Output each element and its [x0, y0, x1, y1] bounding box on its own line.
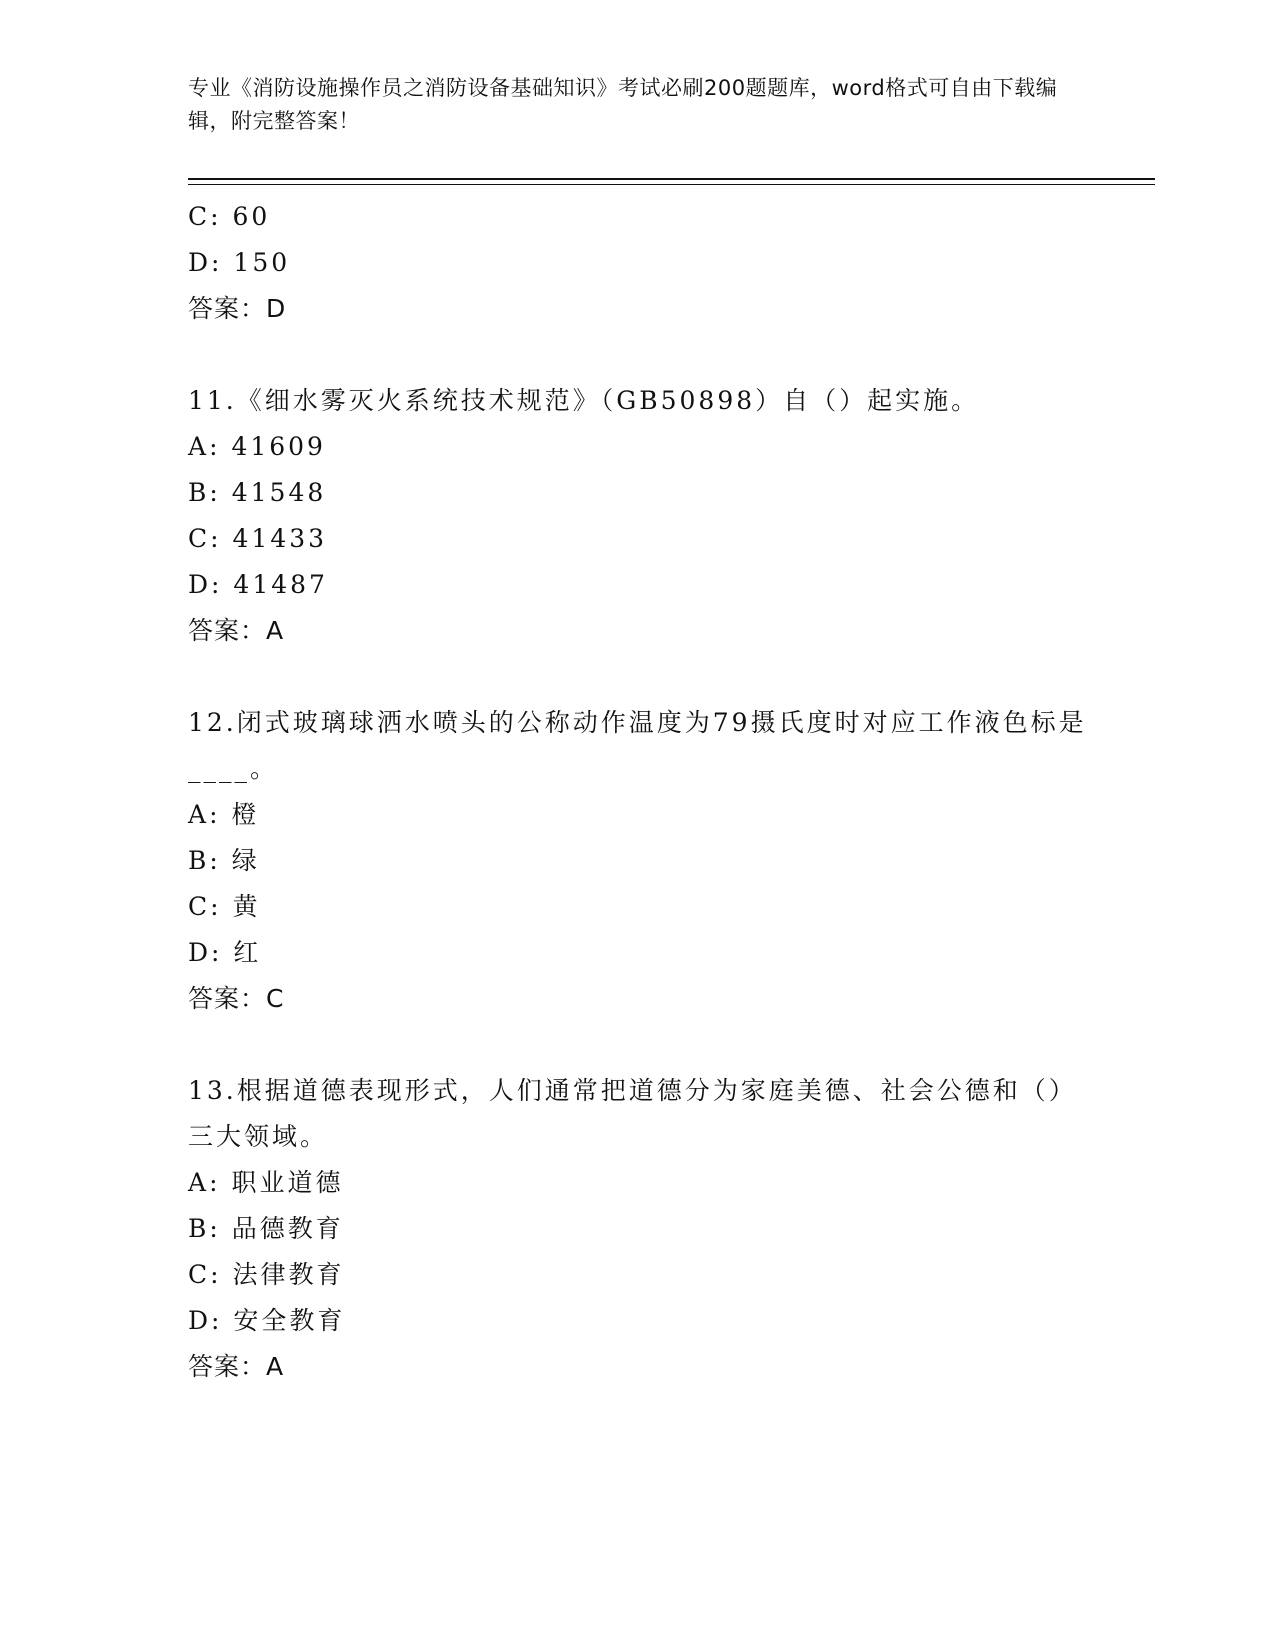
answer-line: 答案：D — [188, 294, 287, 323]
option-b: B: 品德教育 — [188, 1214, 344, 1243]
option-d: D: 41487 — [188, 570, 328, 599]
option-c: C: 41433 — [188, 524, 328, 553]
option-d: D: 红 — [188, 938, 262, 967]
option-a: A: 职业道德 — [188, 1168, 344, 1197]
question-stem-13: 13.根据道德表现形式，人们通常把道德分为家庭美德、社会公德和（）三大领域。 — [188, 1076, 1077, 1151]
option-a: A: 橙 — [188, 800, 260, 829]
answer-line: 答案：A — [188, 1352, 285, 1381]
answer-line: 答案：A — [188, 616, 285, 645]
option-c: C: 60 — [188, 202, 271, 231]
option-d: D: 150 — [188, 248, 291, 277]
option-c: C: 黄 — [188, 892, 261, 921]
question-stem-11: 11.《细水雾灭火系统技术规范》（GB50898）自（）起实施。 — [188, 386, 980, 415]
question-list — [188, 194, 1088, 1390]
option-b: B: 41548 — [188, 478, 327, 507]
question-stem-12: 12.闭式玻璃球洒水喷头的公称动作温度为79摄氏度时对应工作液色标是____。 — [188, 708, 1087, 783]
header-divider-thin — [188, 184, 1155, 185]
answer-line: 答案：C — [188, 984, 285, 1013]
option-a: A: 41609 — [188, 432, 326, 461]
option-d: D: 安全教育 — [188, 1306, 346, 1335]
option-c: C: 法律教育 — [188, 1260, 345, 1289]
document-header-title: 专业《消防设施操作员之消防设备基础知识》考试必刷200题题库，word格式可自由下载编辑，附完整答案！ — [188, 76, 1058, 133]
header-divider-thick — [188, 178, 1155, 180]
option-b: B: 绿 — [188, 846, 260, 875]
